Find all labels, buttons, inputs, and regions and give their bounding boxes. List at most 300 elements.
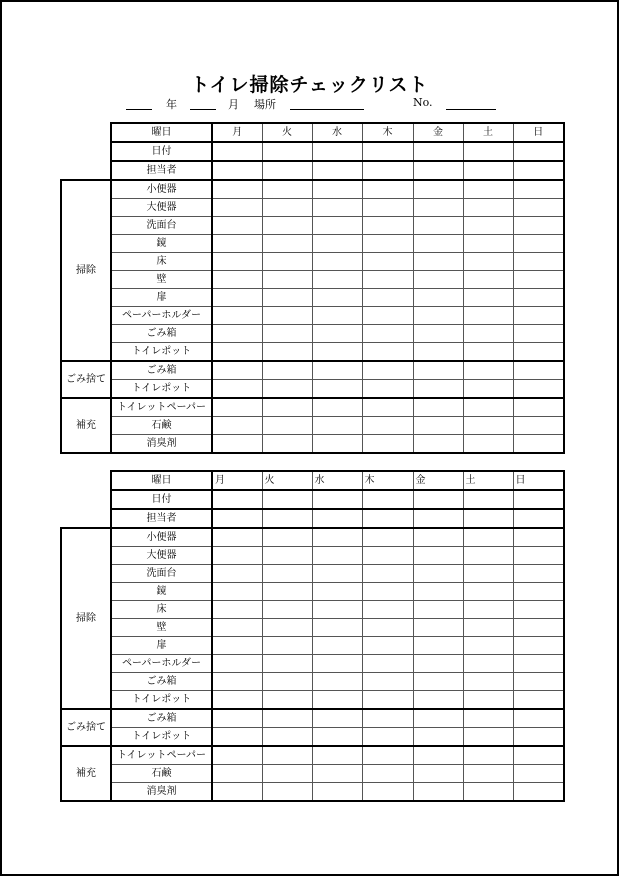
- check-cell[interactable]: [312, 380, 362, 399]
- check-cell[interactable]: [463, 325, 513, 343]
- item-row: [61, 435, 564, 454]
- check-cell[interactable]: [212, 619, 262, 637]
- check-cell[interactable]: [413, 709, 463, 728]
- check-cell[interactable]: [362, 343, 413, 362]
- check-cell[interactable]: [413, 765, 463, 783]
- check-cell[interactable]: [212, 709, 262, 728]
- check-cell[interactable]: [463, 435, 513, 454]
- checklist-table-1: [60, 122, 565, 454]
- check-cell[interactable]: [312, 235, 362, 253]
- check-cell[interactable]: [262, 746, 312, 765]
- check-cell[interactable]: [312, 547, 362, 565]
- check-cell[interactable]: [463, 601, 513, 619]
- person-row-cell[interactable]: [413, 161, 463, 180]
- check-cell[interactable]: [463, 307, 513, 325]
- check-cell[interactable]: [362, 361, 413, 380]
- check-cell[interactable]: [513, 380, 564, 399]
- check-cell[interactable]: [513, 765, 564, 783]
- check-cell[interactable]: [262, 325, 312, 343]
- check-cell[interactable]: [513, 180, 564, 199]
- check-cell[interactable]: [262, 728, 312, 747]
- check-cell[interactable]: [262, 235, 312, 253]
- check-cell[interactable]: [212, 691, 262, 710]
- day-header: 金: [413, 123, 463, 142]
- person-row-cell[interactable]: [463, 161, 513, 180]
- day-header: 水: [312, 471, 362, 490]
- check-cell[interactable]: [312, 583, 362, 601]
- person-row-cell[interactable]: [212, 161, 262, 180]
- person-row-cell[interactable]: [262, 509, 312, 528]
- check-cell[interactable]: [212, 199, 262, 217]
- date-row-cell[interactable]: [212, 142, 262, 161]
- check-cell[interactable]: [513, 565, 564, 583]
- check-cell[interactable]: [312, 765, 362, 783]
- check-cell[interactable]: [212, 235, 262, 253]
- check-cell[interactable]: [262, 601, 312, 619]
- check-cell[interactable]: [262, 691, 312, 710]
- date-row-cell[interactable]: [463, 142, 513, 161]
- month-label: 月: [228, 98, 239, 111]
- check-cell[interactable]: [413, 637, 463, 655]
- person-row-cell[interactable]: [312, 161, 362, 180]
- check-cell[interactable]: [362, 547, 413, 565]
- item-row: [61, 343, 564, 362]
- check-cell[interactable]: [262, 783, 312, 802]
- check-cell[interactable]: [212, 601, 262, 619]
- check-cell[interactable]: [513, 746, 564, 765]
- item-label: トイレポット: [111, 691, 212, 710]
- check-cell[interactable]: [262, 271, 312, 289]
- check-cell[interactable]: [463, 398, 513, 417]
- check-cell[interactable]: [362, 398, 413, 417]
- check-cell[interactable]: [513, 325, 564, 343]
- category-label: 補充: [61, 398, 111, 453]
- date-row-cell[interactable]: [413, 142, 463, 161]
- person-row-cell[interactable]: [463, 509, 513, 528]
- check-cell[interactable]: [413, 746, 463, 765]
- check-cell[interactable]: [262, 619, 312, 637]
- check-cell[interactable]: [212, 583, 262, 601]
- check-cell[interactable]: [513, 528, 564, 547]
- check-cell[interactable]: [513, 655, 564, 673]
- check-cell[interactable]: [262, 361, 312, 380]
- check-cell[interactable]: [362, 765, 413, 783]
- check-cell[interactable]: [262, 343, 312, 362]
- check-cell[interactable]: [362, 289, 413, 307]
- check-cell[interactable]: [463, 565, 513, 583]
- person-row-cell[interactable]: [262, 161, 312, 180]
- check-cell[interactable]: [362, 728, 413, 747]
- check-cell[interactable]: [212, 435, 262, 454]
- check-cell[interactable]: [463, 619, 513, 637]
- date-row: [61, 142, 564, 161]
- date-row-cell[interactable]: [312, 490, 362, 509]
- check-cell[interactable]: [413, 253, 463, 271]
- check-cell[interactable]: [513, 728, 564, 747]
- check-cell[interactable]: [413, 235, 463, 253]
- year-blank[interactable]: [126, 109, 152, 110]
- item-label: 洗面台: [111, 217, 212, 235]
- item-label: 扉: [111, 289, 212, 307]
- check-cell[interactable]: [262, 673, 312, 691]
- month-blank[interactable]: [190, 109, 216, 110]
- check-cell[interactable]: [362, 583, 413, 601]
- check-cell[interactable]: [513, 307, 564, 325]
- check-cell[interactable]: [362, 435, 413, 454]
- item-label: トイレットペーパー: [111, 398, 212, 417]
- check-cell[interactable]: [262, 180, 312, 199]
- blank-cell: [61, 509, 111, 528]
- check-cell[interactable]: [262, 253, 312, 271]
- check-cell[interactable]: [212, 307, 262, 325]
- blank-cell: [61, 161, 111, 180]
- check-cell[interactable]: [463, 783, 513, 802]
- check-cell[interactable]: [413, 307, 463, 325]
- person-row: [61, 509, 564, 528]
- check-cell[interactable]: [212, 343, 262, 362]
- check-cell[interactable]: [212, 417, 262, 435]
- item-row: [61, 619, 564, 637]
- check-cell[interactable]: [513, 673, 564, 691]
- item-row: [61, 325, 564, 343]
- check-cell[interactable]: [212, 565, 262, 583]
- weekday-row: [61, 123, 564, 142]
- check-cell[interactable]: [513, 783, 564, 802]
- check-cell[interactable]: [463, 217, 513, 235]
- check-cell[interactable]: [413, 325, 463, 343]
- check-cell[interactable]: [413, 361, 463, 380]
- check-cell[interactable]: [413, 655, 463, 673]
- check-cell[interactable]: [262, 547, 312, 565]
- check-cell[interactable]: [513, 235, 564, 253]
- check-cell[interactable]: [463, 673, 513, 691]
- item-label: 大便器: [111, 199, 212, 217]
- person-row: [61, 161, 564, 180]
- check-cell[interactable]: [362, 673, 413, 691]
- person-row-label: 担当者: [111, 161, 212, 180]
- page-title: トイレ掃除チェックリスト: [190, 74, 429, 96]
- check-cell[interactable]: [513, 217, 564, 235]
- check-cell[interactable]: [262, 417, 312, 435]
- check-cell[interactable]: [262, 199, 312, 217]
- check-cell[interactable]: [212, 746, 262, 765]
- check-cell[interactable]: [312, 691, 362, 710]
- check-cell[interactable]: [463, 765, 513, 783]
- check-cell[interactable]: [513, 691, 564, 710]
- check-cell[interactable]: [362, 199, 413, 217]
- check-cell[interactable]: [463, 709, 513, 728]
- check-cell[interactable]: [312, 217, 362, 235]
- date-row-cell[interactable]: [262, 490, 312, 509]
- check-cell[interactable]: [413, 583, 463, 601]
- check-cell[interactable]: [463, 180, 513, 199]
- item-label: ごみ箱: [111, 325, 212, 343]
- check-cell[interactable]: [413, 289, 463, 307]
- check-cell[interactable]: [413, 271, 463, 289]
- item-row: [61, 307, 564, 325]
- check-cell[interactable]: [513, 398, 564, 417]
- check-cell[interactable]: [312, 619, 362, 637]
- check-cell[interactable]: [362, 746, 413, 765]
- check-cell[interactable]: [362, 783, 413, 802]
- check-cell[interactable]: [362, 709, 413, 728]
- check-cell[interactable]: [262, 655, 312, 673]
- check-cell[interactable]: [513, 547, 564, 565]
- check-cell[interactable]: [513, 709, 564, 728]
- check-cell[interactable]: [212, 361, 262, 380]
- check-cell[interactable]: [212, 655, 262, 673]
- check-cell[interactable]: [513, 637, 564, 655]
- check-cell[interactable]: [362, 528, 413, 547]
- item-label: トイレポット: [111, 728, 212, 747]
- check-cell[interactable]: [413, 417, 463, 435]
- check-cell[interactable]: [312, 180, 362, 199]
- check-cell[interactable]: [312, 271, 362, 289]
- date-row-cell[interactable]: [362, 490, 413, 509]
- check-cell[interactable]: [262, 435, 312, 454]
- check-cell[interactable]: [212, 547, 262, 565]
- check-cell[interactable]: [413, 783, 463, 802]
- check-cell[interactable]: [463, 583, 513, 601]
- check-cell[interactable]: [362, 180, 413, 199]
- item-row: [61, 547, 564, 565]
- check-cell[interactable]: [312, 435, 362, 454]
- check-cell[interactable]: [212, 289, 262, 307]
- check-cell[interactable]: [312, 325, 362, 343]
- year-label: 年: [166, 98, 177, 111]
- category-label: 補充: [61, 746, 111, 801]
- check-cell[interactable]: [463, 271, 513, 289]
- check-cell[interactable]: [413, 398, 463, 417]
- check-cell[interactable]: [513, 417, 564, 435]
- check-cell[interactable]: [463, 691, 513, 710]
- check-cell[interactable]: [312, 637, 362, 655]
- category-label: ごみ捨て: [61, 709, 111, 746]
- check-cell[interactable]: [312, 307, 362, 325]
- check-cell[interactable]: [312, 673, 362, 691]
- item-row: [61, 398, 564, 417]
- check-cell[interactable]: [413, 565, 463, 583]
- check-cell[interactable]: [212, 380, 262, 399]
- check-cell[interactable]: [463, 253, 513, 271]
- check-cell[interactable]: [212, 728, 262, 747]
- check-cell[interactable]: [463, 547, 513, 565]
- check-cell[interactable]: [212, 528, 262, 547]
- check-cell[interactable]: [413, 199, 463, 217]
- check-cell[interactable]: [312, 655, 362, 673]
- check-cell[interactable]: [212, 253, 262, 271]
- check-cell[interactable]: [262, 765, 312, 783]
- check-cell[interactable]: [362, 307, 413, 325]
- check-cell[interactable]: [362, 325, 413, 343]
- check-cell[interactable]: [312, 709, 362, 728]
- item-row: [61, 253, 564, 271]
- check-cell[interactable]: [312, 601, 362, 619]
- item-row: [61, 199, 564, 217]
- date-row-cell[interactable]: [463, 490, 513, 509]
- check-cell[interactable]: [413, 435, 463, 454]
- item-row: [61, 235, 564, 253]
- date-row-cell[interactable]: [513, 490, 564, 509]
- item-label: 壁: [111, 271, 212, 289]
- date-row-cell[interactable]: [312, 142, 362, 161]
- check-cell[interactable]: [312, 289, 362, 307]
- check-cell[interactable]: [413, 343, 463, 362]
- place-blank[interactable]: [290, 109, 364, 110]
- day-header: 月: [212, 123, 262, 142]
- check-cell[interactable]: [212, 637, 262, 655]
- check-cell[interactable]: [262, 217, 312, 235]
- date-row: [61, 490, 564, 509]
- check-cell[interactable]: [362, 235, 413, 253]
- check-cell[interactable]: [463, 289, 513, 307]
- item-label: ごみ箱: [111, 361, 212, 380]
- check-cell[interactable]: [513, 619, 564, 637]
- item-label: 大便器: [111, 547, 212, 565]
- check-cell[interactable]: [262, 583, 312, 601]
- check-cell[interactable]: [362, 271, 413, 289]
- check-cell[interactable]: [262, 307, 312, 325]
- day-header: 日: [513, 123, 564, 142]
- check-cell[interactable]: [262, 398, 312, 417]
- check-cell[interactable]: [362, 380, 413, 399]
- person-row-cell[interactable]: [362, 161, 413, 180]
- person-row-cell[interactable]: [212, 509, 262, 528]
- item-label: ごみ箱: [111, 673, 212, 691]
- check-cell[interactable]: [312, 361, 362, 380]
- check-cell[interactable]: [513, 435, 564, 454]
- check-cell[interactable]: [312, 398, 362, 417]
- check-cell[interactable]: [413, 528, 463, 547]
- check-cell[interactable]: [513, 289, 564, 307]
- check-cell[interactable]: [212, 180, 262, 199]
- check-cell[interactable]: [463, 746, 513, 765]
- check-cell[interactable]: [262, 709, 312, 728]
- check-cell[interactable]: [413, 691, 463, 710]
- item-row: [61, 361, 564, 380]
- check-cell[interactable]: [463, 235, 513, 253]
- check-cell[interactable]: [312, 528, 362, 547]
- check-cell[interactable]: [262, 528, 312, 547]
- check-cell[interactable]: [463, 199, 513, 217]
- check-cell[interactable]: [413, 728, 463, 747]
- check-cell[interactable]: [463, 637, 513, 655]
- person-row-cell[interactable]: [362, 509, 413, 528]
- check-cell[interactable]: [212, 398, 262, 417]
- check-cell[interactable]: [463, 380, 513, 399]
- check-cell[interactable]: [362, 655, 413, 673]
- check-cell[interactable]: [513, 271, 564, 289]
- check-cell[interactable]: [362, 565, 413, 583]
- item-row: [61, 655, 564, 673]
- check-cell[interactable]: [212, 765, 262, 783]
- no-label: No.: [413, 96, 433, 109]
- check-cell[interactable]: [413, 547, 463, 565]
- check-cell[interactable]: [362, 601, 413, 619]
- check-cell[interactable]: [513, 343, 564, 362]
- day-header: 金: [413, 471, 463, 490]
- check-cell[interactable]: [212, 217, 262, 235]
- check-cell[interactable]: [413, 180, 463, 199]
- check-cell[interactable]: [312, 253, 362, 271]
- blank-cell: [61, 471, 111, 490]
- check-cell[interactable]: [413, 217, 463, 235]
- check-cell[interactable]: [262, 289, 312, 307]
- check-cell[interactable]: [262, 565, 312, 583]
- check-cell[interactable]: [362, 637, 413, 655]
- day-header: 水: [312, 123, 362, 142]
- check-cell[interactable]: [413, 673, 463, 691]
- check-cell[interactable]: [463, 655, 513, 673]
- check-cell[interactable]: [413, 380, 463, 399]
- check-cell[interactable]: [463, 728, 513, 747]
- check-cell[interactable]: [513, 253, 564, 271]
- check-cell[interactable]: [463, 343, 513, 362]
- check-cell[interactable]: [513, 601, 564, 619]
- day-header: 月: [212, 471, 262, 490]
- check-cell[interactable]: [262, 637, 312, 655]
- check-cell[interactable]: [513, 199, 564, 217]
- check-cell[interactable]: [413, 619, 463, 637]
- item-row: [61, 765, 564, 783]
- date-row-cell[interactable]: [262, 142, 312, 161]
- check-cell[interactable]: [463, 417, 513, 435]
- place-label: 場所: [254, 98, 276, 111]
- check-cell[interactable]: [312, 728, 362, 747]
- check-cell[interactable]: [362, 417, 413, 435]
- date-row-cell[interactable]: [212, 490, 262, 509]
- check-cell[interactable]: [212, 325, 262, 343]
- date-row-cell[interactable]: [362, 142, 413, 161]
- person-row-cell[interactable]: [513, 509, 564, 528]
- person-row-cell[interactable]: [413, 509, 463, 528]
- check-cell[interactable]: [362, 253, 413, 271]
- date-row-cell[interactable]: [513, 142, 564, 161]
- check-cell[interactable]: [212, 673, 262, 691]
- check-cell[interactable]: [212, 783, 262, 802]
- item-row: [61, 673, 564, 691]
- item-row: [61, 583, 564, 601]
- check-cell[interactable]: [212, 271, 262, 289]
- check-cell[interactable]: [413, 601, 463, 619]
- date-row-cell[interactable]: [413, 490, 463, 509]
- item-row: [61, 417, 564, 435]
- check-cell[interactable]: [312, 565, 362, 583]
- check-cell[interactable]: [463, 361, 513, 380]
- day-header: 日: [513, 471, 564, 490]
- no-blank[interactable]: [446, 109, 496, 110]
- check-cell[interactable]: [312, 343, 362, 362]
- check-cell[interactable]: [362, 217, 413, 235]
- check-cell[interactable]: [262, 380, 312, 399]
- check-cell[interactable]: [312, 417, 362, 435]
- check-cell[interactable]: [513, 361, 564, 380]
- check-cell[interactable]: [312, 783, 362, 802]
- check-cell[interactable]: [312, 199, 362, 217]
- day-header: 土: [463, 471, 513, 490]
- check-cell[interactable]: [463, 528, 513, 547]
- check-cell[interactable]: [362, 619, 413, 637]
- check-cell[interactable]: [312, 746, 362, 765]
- person-row-cell[interactable]: [513, 161, 564, 180]
- weekday-row-label: 曜日: [111, 471, 212, 490]
- check-cell[interactable]: [513, 583, 564, 601]
- check-cell[interactable]: [362, 691, 413, 710]
- day-header: 木: [362, 471, 413, 490]
- item-row: [61, 180, 564, 199]
- item-label: 石鹸: [111, 417, 212, 435]
- person-row-cell[interactable]: [312, 509, 362, 528]
